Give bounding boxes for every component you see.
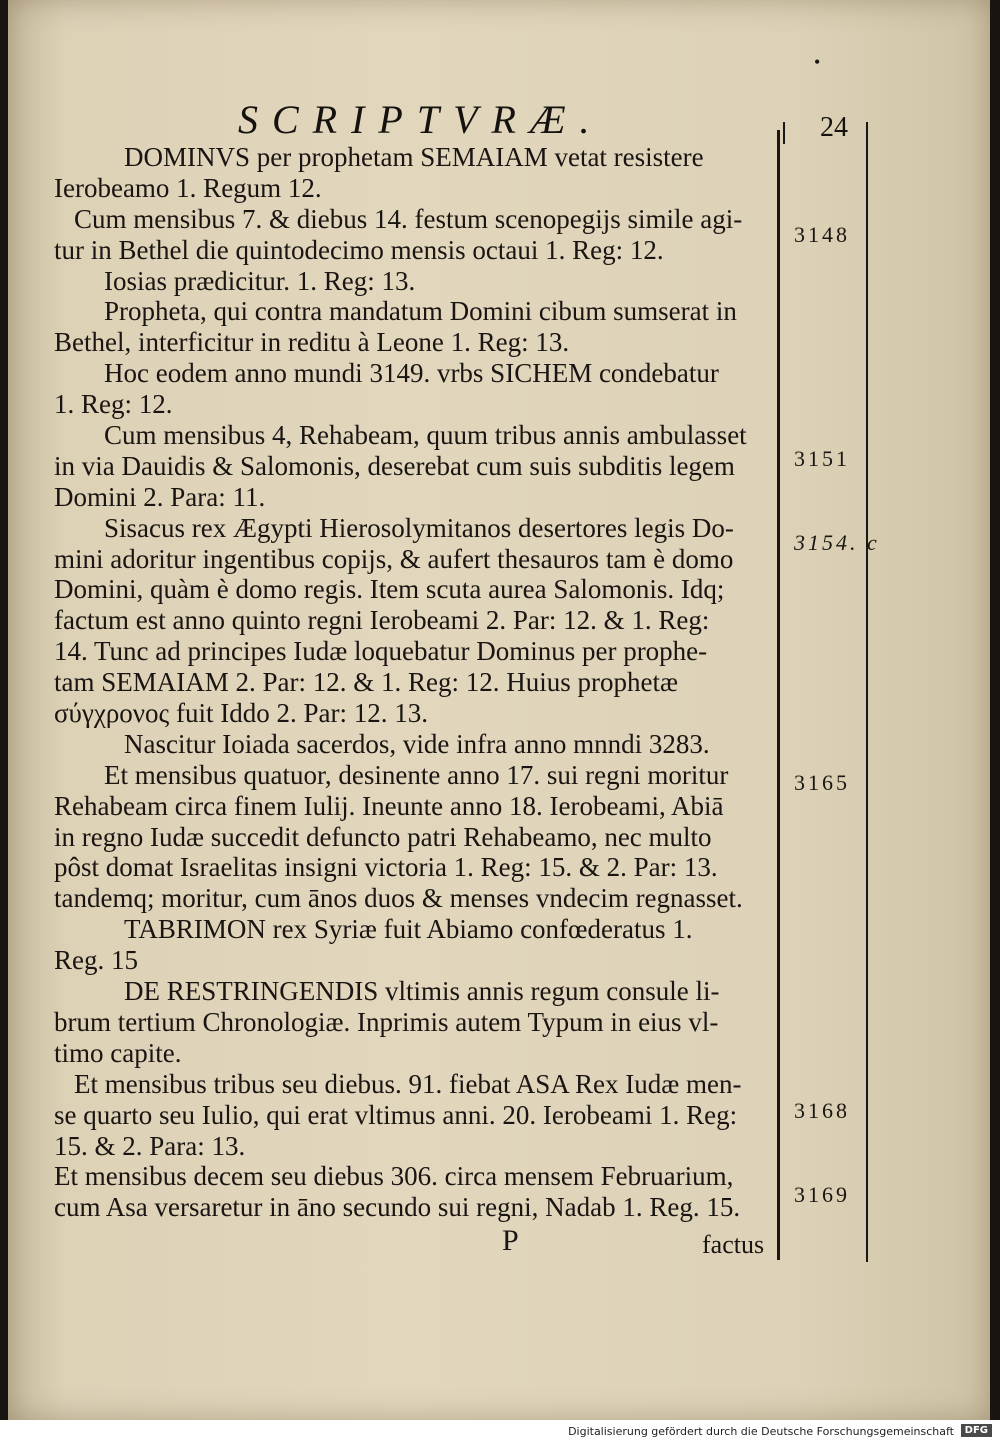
text-line: tandemq; moritur, cum ānos duos & menses vndecim regnasset. <box>54 883 743 914</box>
text-line: cum Asa versaretur in āno secundo sui regni, Nadab 1. Reg. 15. <box>54 1192 741 1223</box>
margin-year-note: 3154. c <box>794 530 880 555</box>
text-line: DOMINVS per prophetam SEMAIAM vetat resistere <box>124 142 704 172</box>
text-line: Ierobeamo 1. Regum 12. <box>54 172 322 203</box>
text-line: in via Dauidis & Salomonis, deserebat cum suis subditis legem <box>54 450 735 481</box>
text-line: DE RESTRINGENDIS vltimis annis regum consule li- <box>124 976 720 1007</box>
text-line: Hoc eodem anno mundi 3149. vrbs SICHEM condebatur <box>104 358 719 389</box>
dfg-logo: DFG <box>961 1424 992 1437</box>
text-line: 14. Tunc ad principes Iudæ loquebatur Dominus per prophe- <box>54 636 708 667</box>
footer-credit: Digitalisierung gefördert durch die Deutsche Forschungsgemeinschaft <box>568 1425 954 1438</box>
body-text <box>54 142 776 1223</box>
text-line: Cum mensibus 4, Rehabeam, quum tribus annis ambulasset <box>104 420 747 451</box>
text-line: Et mensibus quatuor, desinente anno 17. sui regni moritur <box>104 759 729 790</box>
text-line: Cum mensibus 7. & diebus 14. festum scenopegijs simile agi- <box>74 203 743 234</box>
text-line: Et mensibus tribus seu diebus. 91. fiebat ASA Rex Iudæ men- <box>74 1068 742 1099</box>
text-line: tur in Bethel die quintodecimo mensis octaui 1. Reg: 12. <box>54 234 664 265</box>
text-line: 1. Reg: 12. <box>54 389 173 420</box>
text-line: Domini 2. Para: 11. <box>54 481 266 512</box>
catchword: factus <box>702 1230 765 1259</box>
text-line: σύγχρονος fuit Iddo 2. Par: 12. 13. <box>54 698 428 729</box>
text-line: Domini, quàm è domo regis. Item scuta aurea Salomonis. Idq; <box>54 574 725 605</box>
top-mark: • <box>814 52 821 72</box>
book-page <box>8 0 990 1420</box>
signature-mark: P <box>502 1224 519 1257</box>
text-line: Bethel, interficitur in reditu à Leone 1. Reg: 13. <box>54 327 570 358</box>
text-line: Reg. 15 <box>54 945 138 976</box>
text-line: pôst domat Israelitas insigni victoria 1. Reg: 15. & 2. Par: 13. <box>54 852 718 883</box>
margin-year-note: 3148 <box>794 222 850 247</box>
text-line: Nascitur Ioiada sacerdos, vide infra anno mnndi 3283. <box>124 728 710 759</box>
margin-rule <box>866 122 868 1262</box>
page-number: 24 <box>820 112 848 143</box>
text-line: Sisacus rex Ægypti Hierosolymitanos desertores legis Do- <box>104 512 734 543</box>
margin-year-note: 3169 <box>794 1182 850 1207</box>
text-line: TABRIMON rex Syriæ fuit Abiamo confœderatus 1. <box>124 914 693 945</box>
text-line: 15. & 2. Para: 13. <box>54 1130 246 1161</box>
running-head: SCRIPTVRÆ. <box>238 97 604 142</box>
text-line: in regno Iudæ succedit defuncto patri Rehabeamo, nec multo <box>54 821 712 852</box>
margin-year-note: 3168 <box>794 1098 850 1123</box>
margin-year-note: 3165 <box>794 770 850 795</box>
text-line: mini adoritur ingentibus copijs, & aufert thesauros tam è domo <box>54 543 734 574</box>
column-rule-cap <box>783 122 785 144</box>
text-line: Iosias prædicitur. 1. Reg: 13. <box>104 265 416 296</box>
margin-year-note: 3151 <box>794 446 850 471</box>
text-line: tam SEMAIAM 2. Par: 12. & 1. Reg: 12. Huius prophetæ <box>54 667 678 698</box>
footer-bar <box>0 1420 1000 1444</box>
text-line: se quarto seu Iulio, qui erat vltimus anni. 20. Ierobeami 1. Reg: <box>54 1099 738 1130</box>
text-line: Propheta, qui contra mandatum Domini cibum sumserat in <box>104 296 737 327</box>
text-line: Rehabeam circa finem Iulij. Ineunte anno 18. Ierobeami, Abiā <box>54 790 724 821</box>
text-line: Et mensibus decem seu diebus 306. circa mensem Februarium, <box>54 1161 734 1192</box>
text-line: factum est anno quinto regni Ierobeami 2. Par: 12. & 1. Reg: <box>54 605 710 636</box>
column-rule <box>777 130 780 1260</box>
text-line: brum tertium Chronologiæ. Inprimis autem Typum in eius vl- <box>54 1006 719 1037</box>
text-line: timo capite. <box>54 1037 182 1068</box>
